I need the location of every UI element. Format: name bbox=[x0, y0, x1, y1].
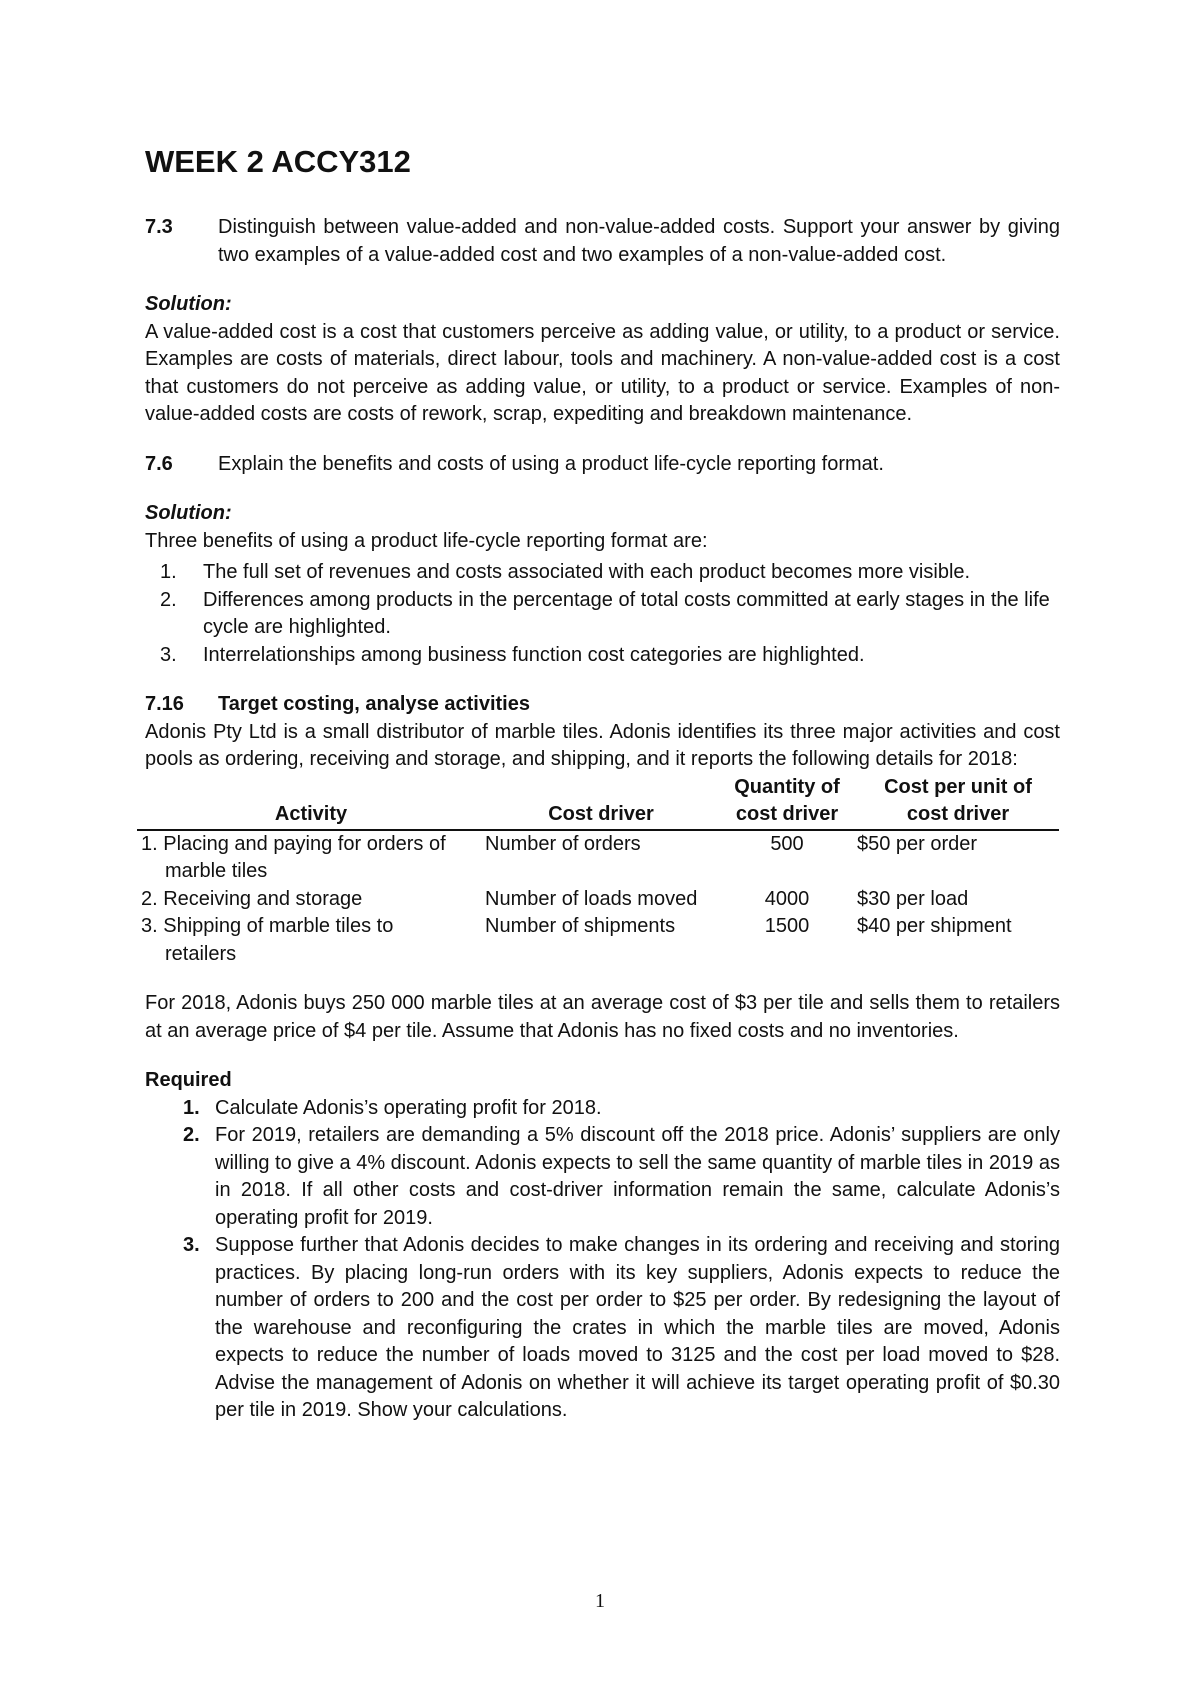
list-item bbox=[145, 1122, 1060, 1232]
question-number: 7.16 bbox=[145, 693, 184, 715]
cell-quantity: 1500 bbox=[764, 915, 810, 937]
header-cost-per-unit bbox=[857, 774, 1059, 830]
cell-activity bbox=[137, 913, 485, 968]
page-number: 1 bbox=[595, 1590, 605, 1612]
cell-quantity: 500 bbox=[770, 832, 804, 855]
activity-line-cont: retailers bbox=[165, 942, 237, 965]
activity-line-cont: marble tiles bbox=[165, 860, 268, 882]
list-text: For 2019, retailers are demanding a 5% discount off the 2018 price. Adonis’ suppliers are only willing to give a 4% discount. Adonis expects to sell the same quantity of marble tiles in 2019 as in 2018. If all other costs and cost-driver information remain the same, calculate Adonis’s operating profit for 2019. bbox=[215, 1124, 1060, 1229]
required-label: Required bbox=[145, 1069, 232, 1091]
activity-line: 1. Placing and paying for orders of bbox=[141, 832, 446, 855]
required-list bbox=[145, 1095, 1060, 1425]
activity-table bbox=[137, 774, 1059, 969]
cell-cost: $50 per order bbox=[857, 832, 978, 855]
header-cost-driver: Cost driver bbox=[485, 774, 717, 830]
list-number: 3. bbox=[183, 1234, 200, 1256]
list-number: 2. bbox=[160, 588, 177, 611]
list-item bbox=[145, 559, 1060, 587]
cell-driver: Number of orders bbox=[485, 832, 641, 855]
question-intro: Adonis Pty Ltd is a small distributor of marble tiles. Adonis identifies its three major activities and cost pools as ordering, receiving and storage, and shipping, and it reports the following details for 2018: bbox=[145, 720, 1060, 770]
question-number: 7.3 bbox=[145, 216, 173, 238]
header-activity: Activity bbox=[137, 774, 485, 830]
question-number: 7.6 bbox=[145, 452, 173, 475]
header-quantity-line1: Quantity of bbox=[734, 775, 840, 798]
list-number: 3. bbox=[160, 643, 177, 666]
benefits-list bbox=[145, 559, 1060, 669]
list-text: Interrelationships among business function cost categories are highlighted. bbox=[203, 643, 865, 666]
solution-intro: Three benefits of using a product life-cycle reporting format are: bbox=[145, 529, 708, 552]
activity-line: 3. Shipping of marble tiles to bbox=[141, 915, 394, 937]
activity-line: 2. Receiving and storage bbox=[141, 887, 363, 910]
solution-text: A value-added cost is a cost that customers perceive as adding value, or utility, to a product or service. Examples are costs of materials, direct labour, tools and machinery. A non-value-added cost is a cost that customers do not perceive as adding value, or utility, to a product or service. Examples of non-value-added costs are costs of rework, scrap, expediting and breakdown maintenance. bbox=[145, 320, 1060, 425]
page-content bbox=[141, 142, 1060, 1425]
question-text: Explain the benefits and costs of using a product life-cycle reporting format. bbox=[218, 452, 884, 475]
table-row bbox=[137, 830, 1059, 886]
document-title: WEEK 2 ACCY312 bbox=[145, 144, 411, 179]
question-text: Distinguish between value-added and non-value-added costs. Support your answer by giving two examples of a value-added cost and two examples of a non-value-added cost. bbox=[218, 216, 1060, 266]
list-text: Suppose further that Adonis decides to make changes in its ordering and receiving and storing practices. By placing long-run orders with its key suppliers, Adonis expects to reduce the number of orders to 200 and the cost per order to $25 per order. By redesigning the layout of the warehouse and reconfiguring the crates in which the marble tiles are moved, Adonis expects to reduce the number of loads moved to 3125 and the cost per load moved to $28. Advise the management of Adonis on whether it will achieve its target operating profit of $0.30 per tile in 2019. Show your calculations. bbox=[215, 1234, 1060, 1421]
question-7-3 bbox=[145, 214, 1060, 269]
header-cost-line2: cost driver bbox=[906, 803, 1010, 825]
question-body: For 2018, Adonis buys 250 000 marble tiles at an average cost of $3 per tile and sells them to retailers at an average price of $4 per tile. Assume that Adonis has no fixed costs and no inventories. bbox=[145, 992, 1060, 1042]
solution-label: Solution: bbox=[145, 502, 232, 524]
list-number: 2. bbox=[183, 1124, 200, 1146]
table-row bbox=[137, 913, 1059, 968]
cell-cost: $30 per load bbox=[857, 887, 969, 910]
list-item bbox=[145, 1232, 1060, 1425]
header-quantity-line2: cost driver bbox=[735, 803, 839, 825]
cell-activity bbox=[137, 830, 485, 886]
list-text: Differences among products in the percentage of total costs committed at early stages in the life cycle are highlighted. bbox=[203, 588, 1050, 638]
question-title: Target costing, analyse activities bbox=[218, 693, 530, 715]
list-text: The full set of revenues and costs associated with each product becomes more visible. bbox=[203, 561, 971, 583]
cell-quantity: 4000 bbox=[764, 887, 810, 910]
cell-driver: Number of loads moved bbox=[485, 887, 698, 910]
solution-label: Solution: bbox=[145, 293, 232, 315]
table-header-row bbox=[137, 774, 1059, 830]
cell-cost: $40 per shipment bbox=[857, 915, 1012, 937]
table-row bbox=[137, 886, 1059, 914]
question-7-16-heading bbox=[145, 691, 1060, 719]
cell-driver: Number of shipments bbox=[485, 915, 676, 937]
header-quantity bbox=[717, 774, 857, 830]
question-7-6 bbox=[145, 451, 1060, 479]
list-item bbox=[145, 1095, 1060, 1123]
list-item bbox=[145, 587, 1060, 642]
list-number: 1. bbox=[183, 1096, 200, 1119]
cell-activity bbox=[137, 886, 485, 914]
list-item bbox=[145, 642, 1060, 670]
list-text: Calculate Adonis’s operating profit for 2018. bbox=[215, 1096, 602, 1119]
header-cost-line1: Cost per unit of bbox=[884, 775, 1032, 798]
list-number: 1. bbox=[160, 561, 177, 583]
